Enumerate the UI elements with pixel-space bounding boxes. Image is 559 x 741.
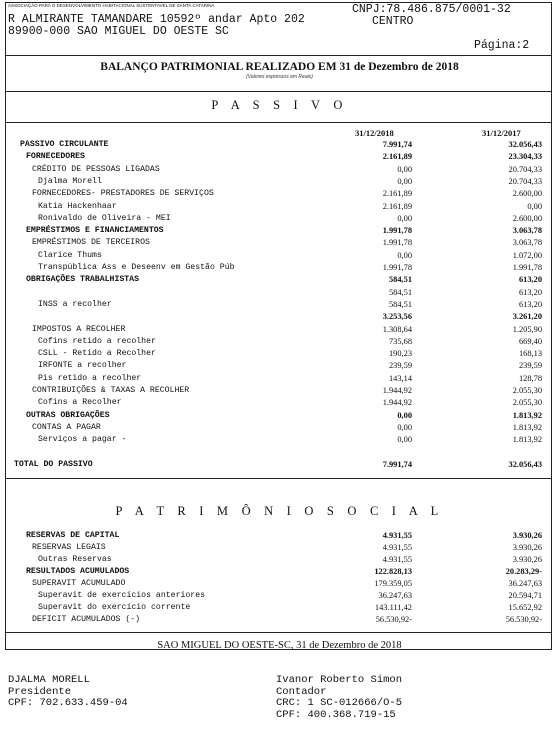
row-label: OUTRAS OBRIGAÇÕES	[26, 410, 110, 420]
row-value-2018: 1.991,78	[382, 238, 412, 248]
row-label: Cofins a Recolher	[38, 398, 122, 408]
column-date-2017: 31/12/2017	[482, 128, 521, 138]
row-value-2017: 1.813,92	[512, 410, 542, 420]
signer-right-name: Ivanor Roberto Simon	[276, 674, 403, 686]
row-value-2018: 1.308,64	[382, 324, 412, 334]
row-value-2017: 3.930,26	[512, 543, 542, 552]
row-value-2017: 2.600,00	[512, 213, 542, 223]
row-value-2018: 122.828,13	[374, 567, 412, 576]
row-value-2017: 3.261,20	[512, 312, 542, 322]
report-subtitle: (Valores expressos em Reais)	[246, 74, 313, 80]
patrimonio-divider	[5, 478, 552, 479]
row-label: DEFICIT ACUMULADOS (-)	[32, 615, 141, 624]
row-label: RESULTADOS ACUMULADOS	[26, 567, 130, 576]
row-value-2018: 1.944,92	[382, 386, 412, 395]
row-label: INSS a recolher	[38, 299, 112, 309]
row-value-2018: 0,00	[397, 422, 412, 432]
row-value-2018: 36.247,63	[378, 591, 412, 600]
row-value-2017: 3.930,26	[512, 531, 542, 540]
row-value-2018: 1.991,78	[382, 226, 412, 236]
row-value-2017: 3.063,78	[512, 226, 542, 236]
page-number: Página:2	[474, 39, 530, 52]
row-value-2018: 1.944,92	[382, 398, 412, 408]
row-value-2017: 0,00	[527, 201, 542, 211]
row-value-2017: 2.600,00	[512, 189, 542, 199]
total-passivo-label: TOTAL DO PASSIVO	[14, 460, 93, 469]
section-heading-passivo: P A S S I V O	[211, 98, 348, 112]
row-value-2018: 239,59	[388, 361, 412, 371]
row-value-2017: 2.055,30	[512, 398, 542, 408]
row-value-2017: 239,59	[518, 361, 542, 371]
signer-right-role: Contador	[276, 685, 327, 698]
signer-left-name: DJALMA MORELL	[8, 674, 90, 686]
row-label: CRÉDITO DE PESSOAS LIGADAS	[32, 164, 160, 174]
row-value-2018: 4.931,55	[382, 543, 412, 552]
row-value-2017: 1.991,78	[512, 263, 542, 272]
row-value-2018: 584,51	[388, 275, 412, 285]
row-value-2018: 190,23	[388, 349, 412, 359]
association-name: ASSOCIAÇÃO PARA O DESENVOLVIMENTO HABITACIONAL SUSTENTAVEL DE SANTA CATARINA	[8, 3, 215, 8]
row-value-2018: 1.991,78	[382, 263, 412, 272]
row-value-2018: 0,00	[397, 435, 412, 445]
row-label: Cofins retido a recolher	[38, 336, 156, 346]
row-label: Djalma Morell	[38, 176, 102, 186]
row-label: Superavit de exercícios anteriores	[38, 591, 206, 600]
row-label: EMPRÉSTIMOS E FINANCIAMENTOS	[26, 226, 164, 236]
signer-right-crc: CRC: 1 SC-012666/O-5	[276, 697, 403, 709]
row-value-2018: 143,14	[388, 373, 412, 383]
row-value-2017: 168,13	[518, 349, 542, 359]
row-value-2017: 2.055,30	[512, 386, 542, 395]
column-date-2018: 31/12/2018	[355, 128, 394, 138]
report-title: BALANÇO PATRIMONIAL REALIZADO EM 31 de Dezembro de 2018	[100, 61, 459, 73]
row-value-2017: 613,20	[518, 299, 542, 309]
row-label: IRFONTE a recolher	[38, 361, 127, 371]
address-line-2: 89900-000 SAO MIGUEL DO OESTE SC	[8, 25, 229, 38]
row-value-2018: 143.111,42	[374, 603, 412, 612]
row-value-2018: 0,00	[397, 410, 412, 420]
row-label: Katia Hackenhaar	[38, 201, 117, 211]
row-label: PASSIVO CIRCULANTE	[20, 140, 109, 149]
row-value-2018: 3.253,56	[382, 312, 412, 322]
place-date: SAO MIGUEL DO OESTE-SC, 31 de Dezembro de 2018	[157, 640, 402, 651]
row-value-2018: 0,00	[397, 164, 412, 174]
signer-left-cpf: CPF: 702.633.459-04	[8, 697, 128, 709]
row-value-2018: 4.931,55	[382, 555, 412, 564]
row-value-2017: 15.652,92	[508, 603, 542, 612]
address-line-1: R ALMIRANTE TAMANDARE 10592º andar Apto 202	[8, 13, 305, 26]
row-value-2017: 1.205,90	[512, 324, 542, 334]
row-value-2018: 735,68	[388, 336, 412, 346]
signature-left	[8, 675, 128, 710]
row-label: CONTRIBUIÇÕES & TAXAS A RECOLHER	[32, 386, 190, 395]
row-label: IMPOSTOS A RECOLHER	[32, 324, 126, 334]
row-value-2018: 0,00	[397, 176, 412, 186]
row-value-2018: 7.991,74	[382, 140, 412, 149]
row-label: FORNECEDORES- PRESTADORES DE SERVIÇOS	[32, 189, 214, 199]
row-value-2017: 32.056,43	[508, 140, 542, 149]
total-passivo-2018: 7.991,74	[382, 460, 412, 469]
row-value-2017: 1.813,92	[512, 435, 542, 445]
title-divider	[5, 91, 552, 92]
row-value-2018: 584,51	[388, 299, 412, 309]
row-label: Clarice Thums	[38, 250, 102, 260]
row-value-2018: 2.161,89	[382, 201, 412, 211]
row-value-2018: 179.359,05	[374, 579, 412, 588]
row-label: Superavit do exercício corrente	[38, 603, 191, 612]
row-value-2017: 1.813,92	[512, 422, 542, 432]
row-value-2017: 613,20	[518, 275, 542, 285]
row-value-2017: 669,40	[518, 336, 542, 346]
row-value-2017: 3.930,26	[512, 555, 542, 564]
row-value-2017: 1.072,00	[512, 250, 542, 260]
signature-right	[276, 675, 402, 721]
row-value-2017: 56.530,92-	[505, 615, 542, 624]
row-value-2017: 20.704,33	[508, 164, 542, 174]
row-label: Outras Reservas	[38, 555, 112, 564]
row-label: FORNECEDORES	[26, 152, 85, 162]
row-label: Serviços a pagar -	[38, 435, 127, 445]
total-passivo-2017: 32.056,43	[508, 460, 542, 469]
row-label: RESERVAS LEGAIS	[32, 543, 106, 552]
row-label: Ronivaldo de Oliveira - MEI	[38, 213, 171, 223]
row-value-2017: 128,78	[518, 373, 542, 383]
row-value-2017: 20.283,29-	[505, 567, 542, 576]
row-value-2018: 0,00	[397, 213, 412, 223]
passivo-divider	[5, 122, 552, 123]
row-value-2017: 613,20	[518, 287, 542, 297]
section-heading-patrimonio: P A T R I M Ô N I O S O C I A L	[115, 504, 444, 518]
row-label: Pis retido a recolher	[38, 373, 142, 383]
district: CENTRO	[372, 15, 414, 28]
row-value-2017: 20.594,71	[508, 591, 542, 600]
signer-right-cpf: CPF: 400.368.719-15	[276, 708, 396, 721]
row-label: EMPRÉSTIMOS DE TERCEIROS	[32, 238, 150, 248]
row-value-2018: 0,00	[397, 250, 412, 260]
footer-divider	[5, 632, 552, 633]
header-divider	[5, 55, 552, 56]
row-value-2017: 36.247,63	[508, 579, 542, 588]
row-value-2017: 23.304,33	[508, 152, 542, 162]
row-value-2018: 2.161,89	[382, 152, 412, 162]
row-label: Transpública Ass e Deseenv em Gestão Púb	[38, 263, 235, 272]
row-label: CONTAS A PAGAR	[32, 422, 101, 432]
signer-left-role: Presidente	[8, 685, 72, 698]
row-value-2018: 56.530,92-	[375, 615, 412, 624]
row-value-2018: 4.931,55	[382, 531, 412, 540]
row-value-2017: 20.704,33	[508, 176, 542, 186]
row-value-2018: 2.161,89	[382, 189, 412, 199]
row-label: SUPERAVIT ACUMULADO	[32, 579, 126, 588]
row-value-2018: 584,51	[388, 287, 412, 297]
row-label: RESERVAS DE CAPITAL	[26, 531, 120, 540]
row-label: CSLL - Retido a Recolher	[38, 349, 156, 359]
row-label: OBRIGAÇÕES TRABALHISTAS	[26, 275, 140, 285]
cnpj: CNPJ:78.486.875/0001-32	[352, 3, 511, 16]
row-value-2017: 3.063,78	[512, 238, 542, 248]
